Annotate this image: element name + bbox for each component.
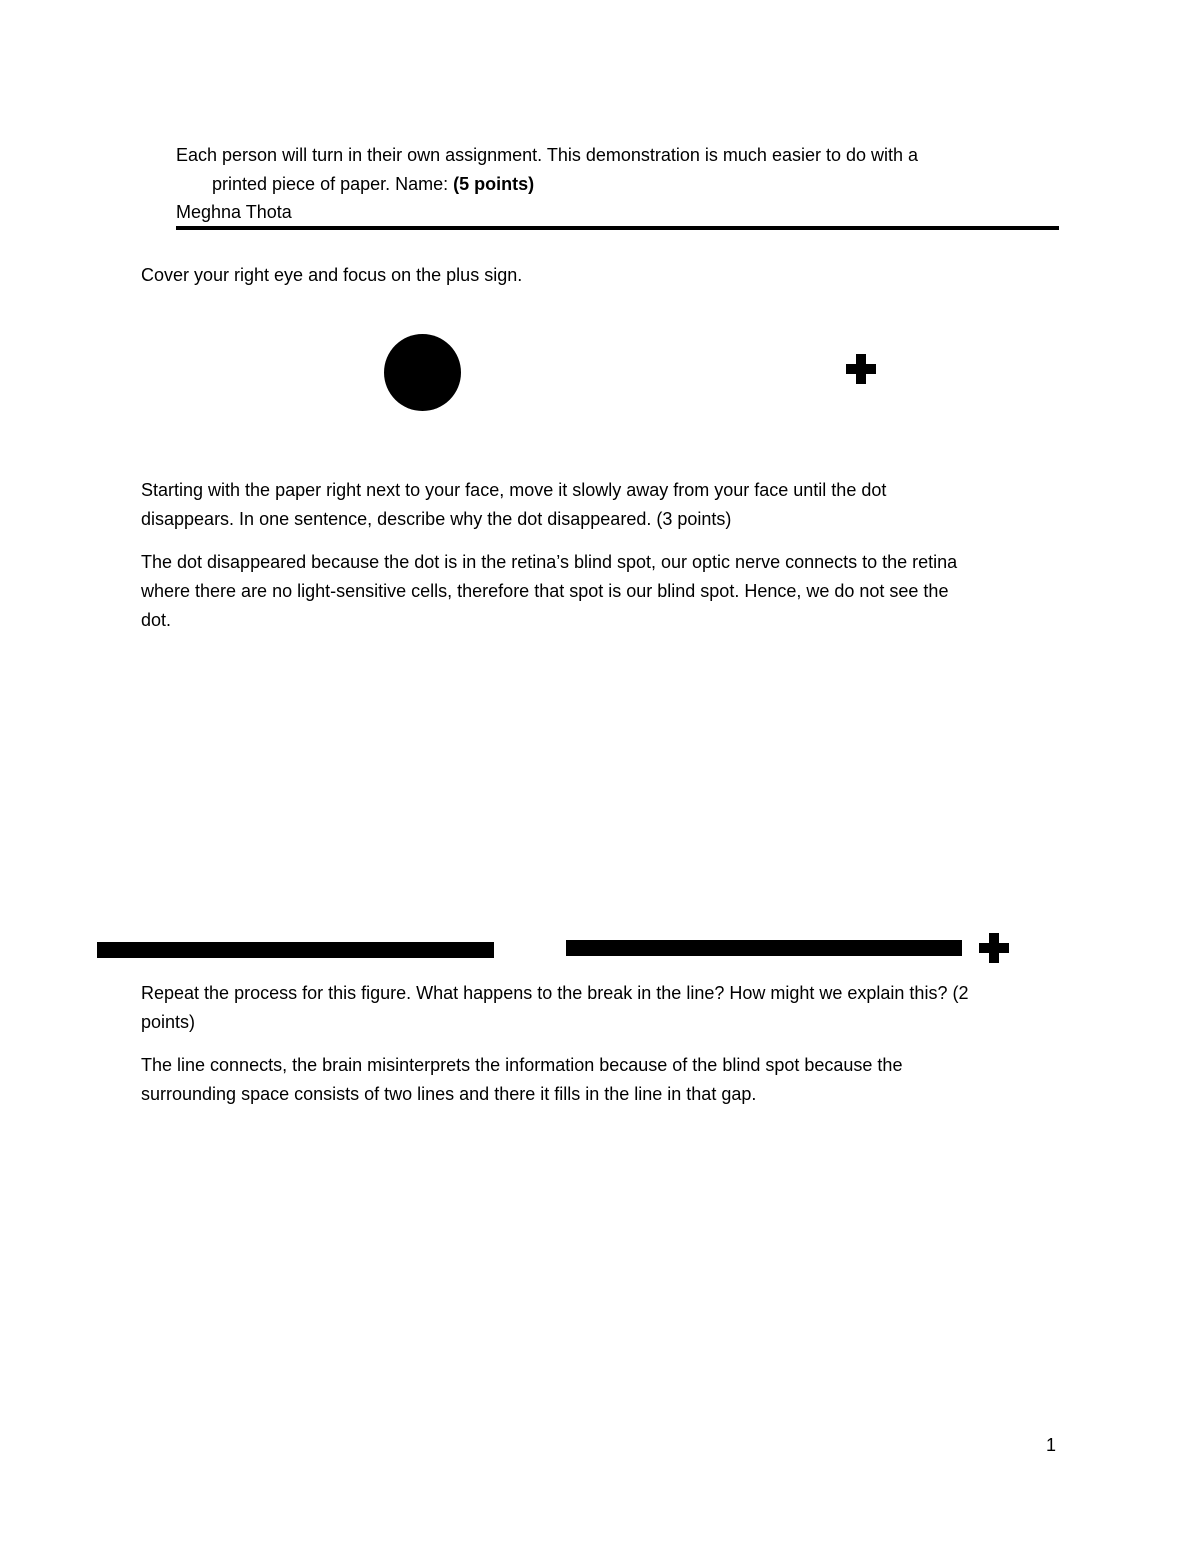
blind-spot-dot xyxy=(384,334,461,411)
name-points: (5 points) xyxy=(453,174,535,194)
page-number: 1 xyxy=(1046,1435,1057,1455)
question-2-line-1: Repeat the process for this figure. What happens to the break in the line? How might we explain this? (2 xyxy=(141,983,969,1003)
student-name: Meghna Thota xyxy=(176,202,292,222)
answer-1-line-3: dot. xyxy=(141,610,172,630)
line-segment-left xyxy=(97,942,494,958)
answer-1-line-1: The dot disappeared because the dot is in the retina’s blind spot, our optic nerve connects to the retina xyxy=(141,552,958,572)
answer-2-line-2: surrounding space consists of two lines and there it fills in the line in that gap. xyxy=(141,1084,757,1104)
question-1-line-1: Starting with the paper right next to your face, move it slowly away from your face until the dot xyxy=(141,480,887,500)
header-divider xyxy=(176,226,1059,230)
question-1-line-2: disappears. In one sentence, describe why the dot disappeared. (3 points) xyxy=(141,509,732,529)
name-label: printed piece of paper. Name: xyxy=(212,174,454,194)
header-line-2 xyxy=(212,170,534,199)
plus-sign-icon-2 xyxy=(979,933,1009,963)
header-line-1: Each person will turn in their own assignment. This demonstration is much easier to do with a xyxy=(176,145,919,165)
question-2-line-2: points) xyxy=(141,1012,196,1032)
line-segment-right xyxy=(566,940,962,956)
answer-2-line-1: The line connects, the brain misinterprets the information because of the blind spot because the xyxy=(141,1055,903,1075)
answer-1-line-2: where there are no light-sensitive cells, therefore that spot is our blind spot. Hence, we do not see the xyxy=(141,581,949,601)
plus-sign-icon xyxy=(846,354,876,384)
instruction-1: Cover your right eye and focus on the plus sign. xyxy=(141,265,523,285)
